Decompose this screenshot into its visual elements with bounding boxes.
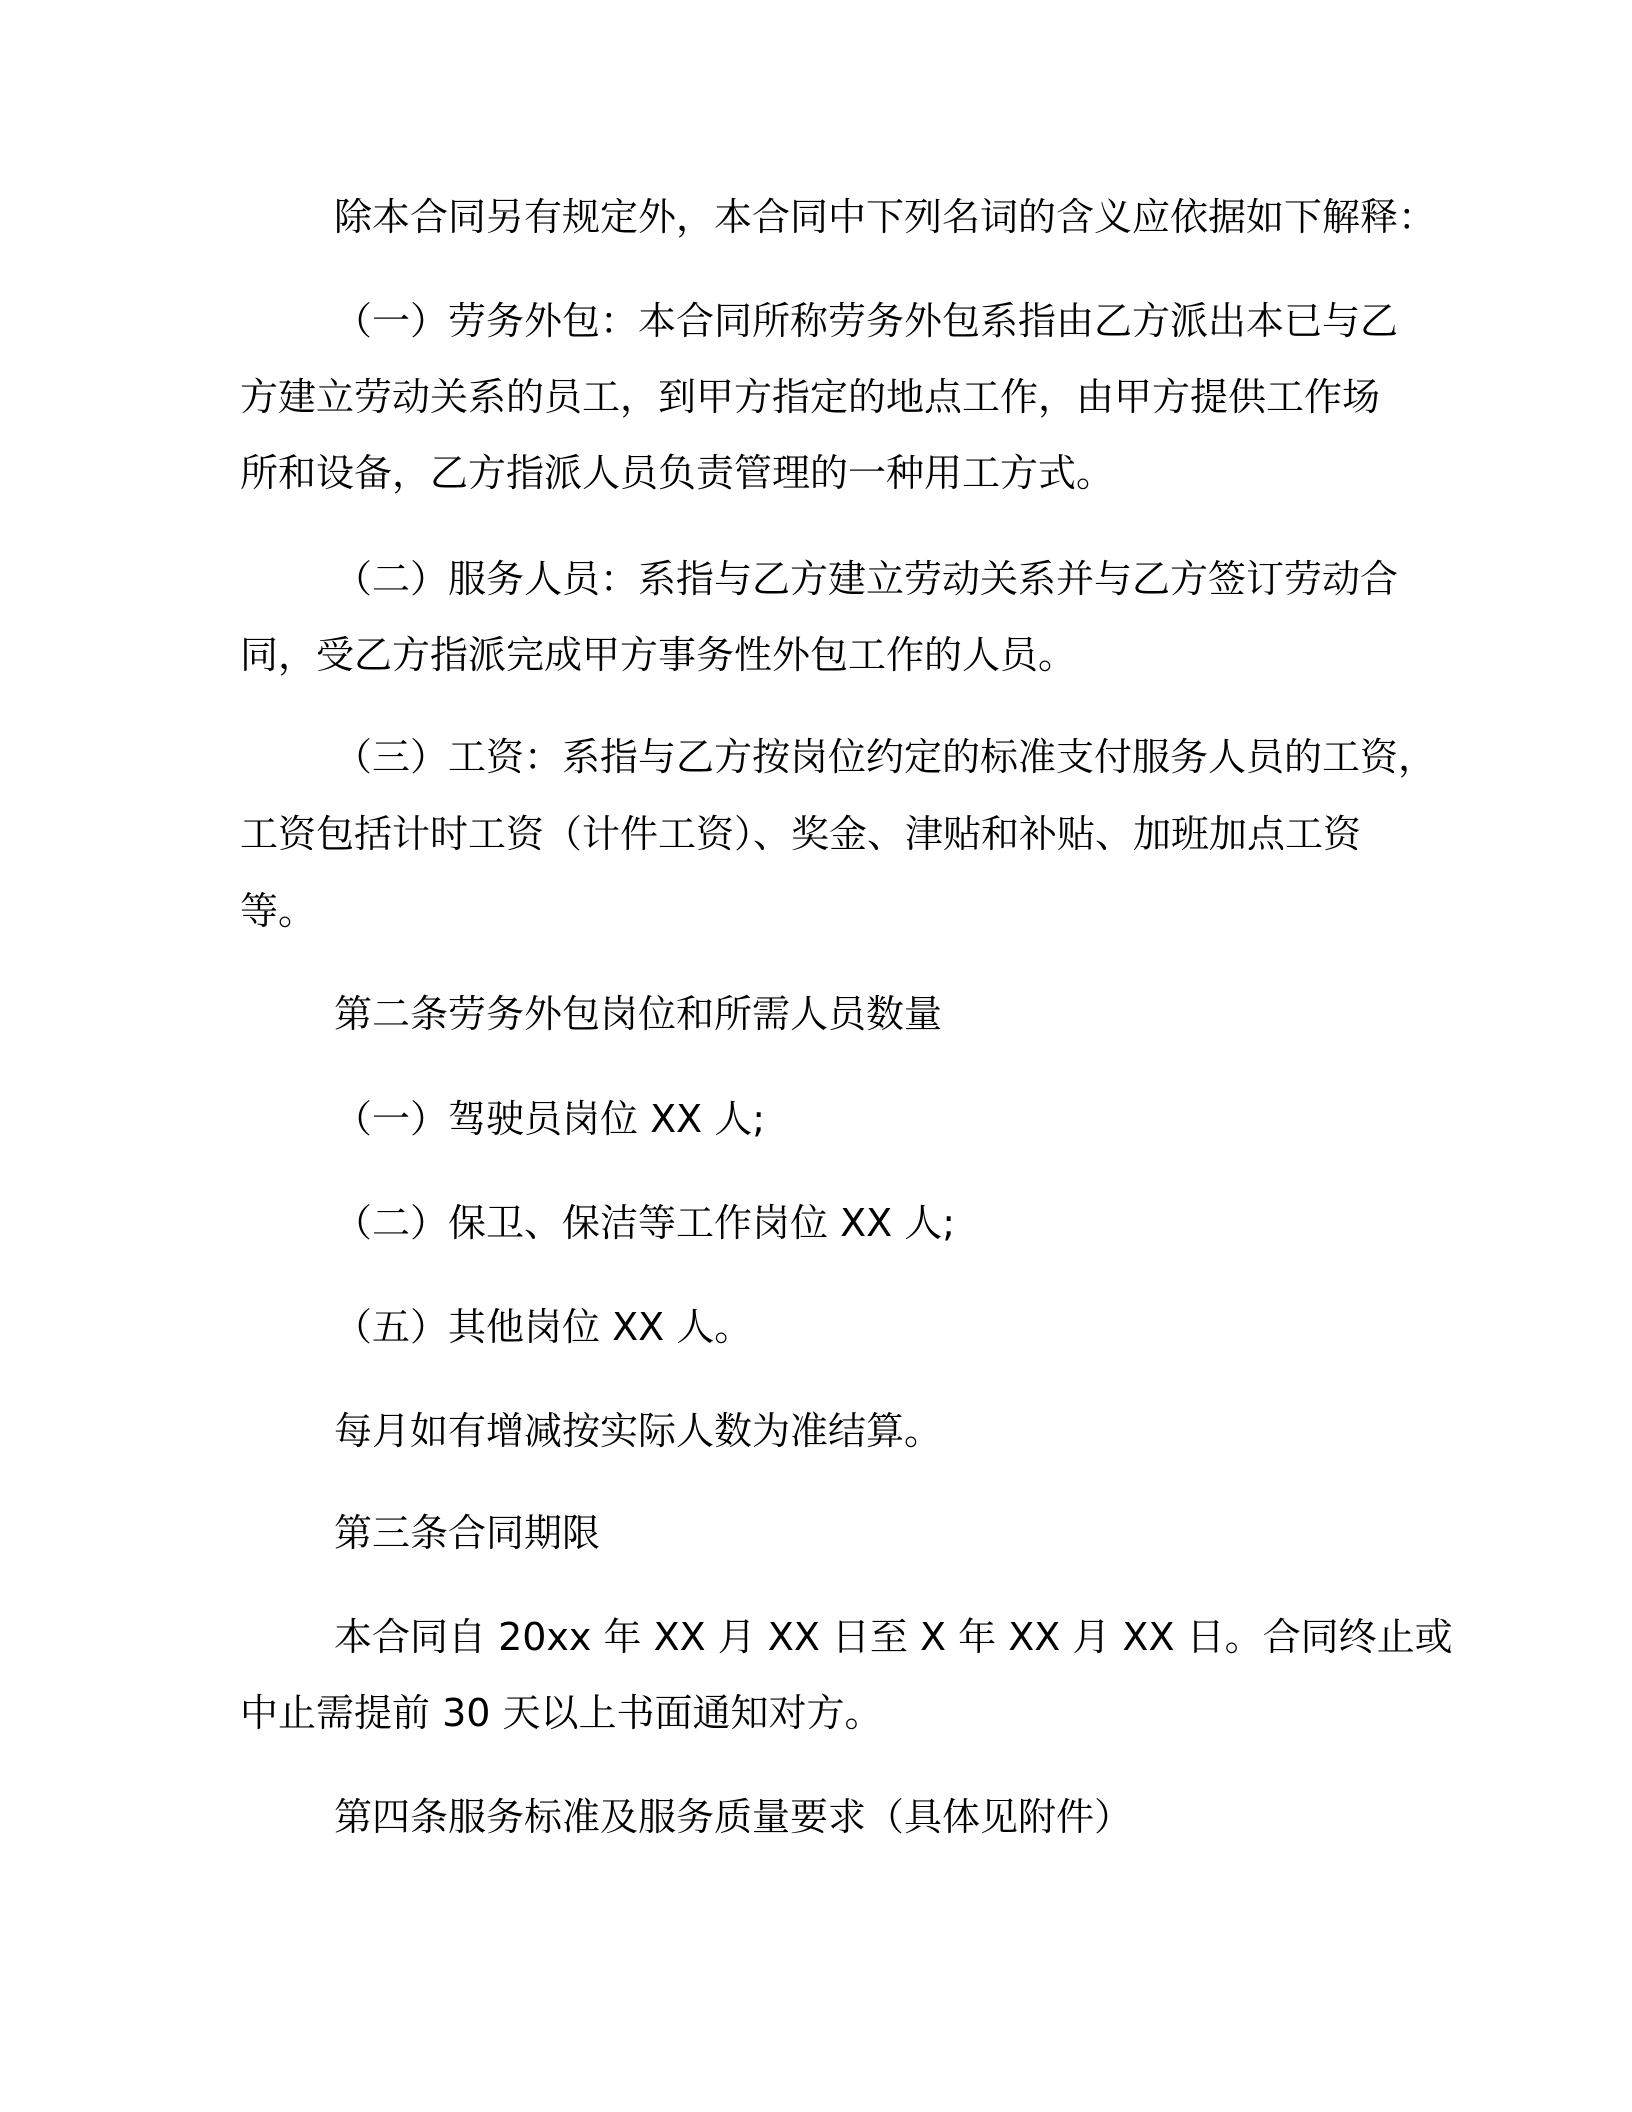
definitions-intro: 除本合同另有规定外，本合同中下列名词的含义应依据如下解释： (334, 195, 1437, 239)
term-line-1: 本合同自 20xx 年 XX 月 XX 日至 X 年 XX 月 XX 日。合同终止或 (334, 1615, 1453, 1659)
def-service-staff-line-2: 同，受乙方指派完成甲方事务性外包工作的人员。 (240, 633, 1077, 677)
def-outsourcing-line-2: 方建立劳动关系的员工，到甲方指定的地点工作，由甲方提供工作场 (240, 375, 1381, 419)
def-outsourcing-line-1: （一）劳务外包：本合同所称劳务外包系指由乙方派出本已与乙 (334, 299, 1399, 343)
article4-title: 第四条服务标准及服务质量要求（具体见附件） (334, 1795, 1133, 1839)
def-wages-line-3: 等。 (240, 889, 317, 933)
position-item-2: （二）保卫、保洁等工作岗位 XX 人; (334, 1201, 956, 1245)
def-wages-line-2: 工资包括计时工资（计件工资）、奖金、津贴和补贴、加班加点工资 (240, 812, 1362, 856)
monthly-note: 每月如有增减按实际人数为准结算。 (334, 1409, 943, 1453)
def-wages-line-1: （三）工资：系指与乙方按岗位约定的标准支付服务人员的工资， (334, 735, 1437, 779)
def-outsourcing-line-3: 所和设备，乙方指派人员负责管理的一种用工方式。 (240, 451, 1115, 495)
position-item-3: （五）其他岗位 XX 人。 (334, 1305, 753, 1349)
article3-title: 第三条合同期限 (334, 1511, 601, 1555)
def-service-staff-line-1: （二）服务人员：系指与乙方建立劳动关系并与乙方签订劳动合 (334, 557, 1399, 601)
term-line-2: 中止需提前 30 天以上书面通知对方。 (240, 1691, 883, 1735)
position-item-1: （一）驾驶员岗位 XX 人; (334, 1097, 766, 1141)
article2-title: 第二条劳务外包岗位和所需人员数量 (334, 992, 943, 1036)
